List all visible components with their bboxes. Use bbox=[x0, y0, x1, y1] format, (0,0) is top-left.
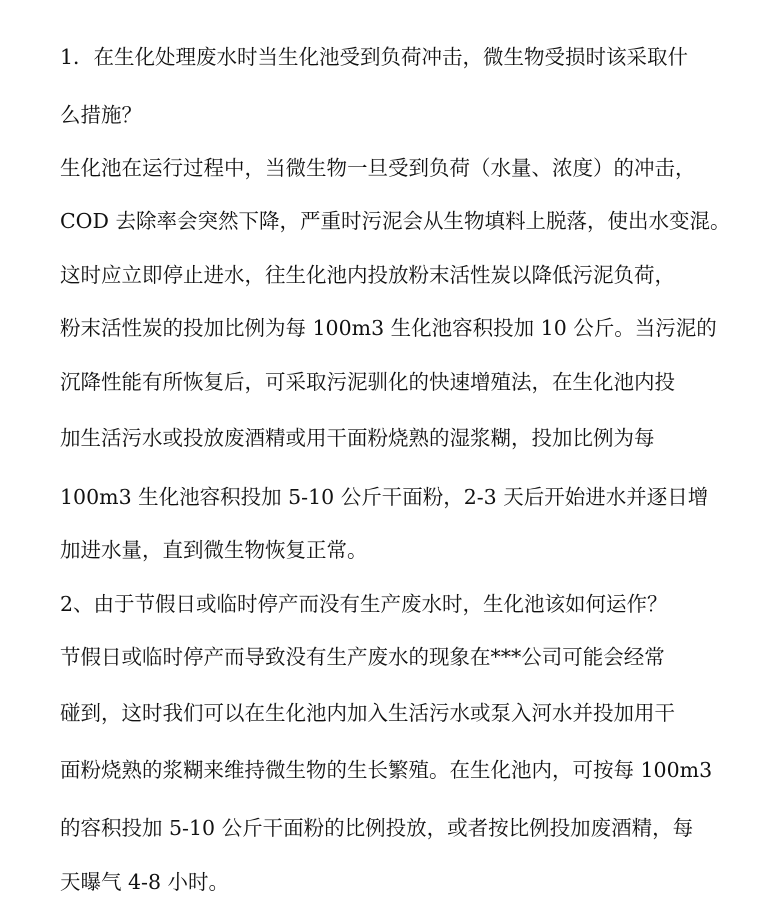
answer-2-line-5: 天曝气 4-8 小时。 bbox=[60, 870, 230, 894]
answer-1-line-6: 加生活污水或投放废酒精或用干面粉烧熟的湿浆糊，投加比例为每 bbox=[60, 426, 655, 450]
answer-2-line-2: 碰到，这时我们可以在生化池内加入生活污水或泵入河水并投加用干 bbox=[60, 701, 675, 725]
question-2-line-1: 2、由于节假日或临时停产而没有生产废水时，生化池该如何运作？ bbox=[60, 592, 668, 616]
answer-1-line-7: 100m3 生化池容积投加 5-10 公斤干面粉，2-3 天后开始进水并逐日增 bbox=[60, 485, 709, 509]
answer-1-line-5: 沉降性能有所恢复后，可采取污泥驯化的快速增殖法，在生化池内投 bbox=[60, 370, 675, 394]
answer-1-line-2: COD 去除率会突然下降，严重时污泥会从生物填料上脱落，使出水变混。 bbox=[60, 209, 731, 233]
answer-1-line-1: 生化池在运行过程中，当微生物一旦受到负荷（水量、浓度）的冲击， bbox=[60, 156, 696, 180]
answer-1-line-3: 这时应立即停止进水，往生化池内投放粉末活性炭以降低污泥负荷， bbox=[60, 263, 675, 287]
answer-1-line-8: 加进水量，直到微生物恢复正常。 bbox=[60, 538, 368, 562]
answer-2-line-3: 面粉烧熟的浆糊来维持微生物的生长繁殖。在生化池内，可按每 100m3 bbox=[60, 758, 713, 782]
answer-2-line-4: 的容积投加 5-10 公斤干面粉的比例投放，或者按比例投加废酒精，每 bbox=[60, 816, 694, 840]
question-1-line-2: 么措施？ bbox=[60, 103, 142, 127]
answer-2-line-1: 节假日或临时停产而导致没有生产废水的现象在***公司可能会经常 bbox=[60, 645, 665, 669]
question-1-line-1: 1．在生化处理废水时当生化池受到负荷冲击，微生物受损时该采取什 bbox=[60, 45, 689, 69]
answer-1-line-4: 粉末活性炭的投加比例为每 100m3 生化池容积投加 10 公斤。当污泥的 bbox=[60, 316, 717, 340]
